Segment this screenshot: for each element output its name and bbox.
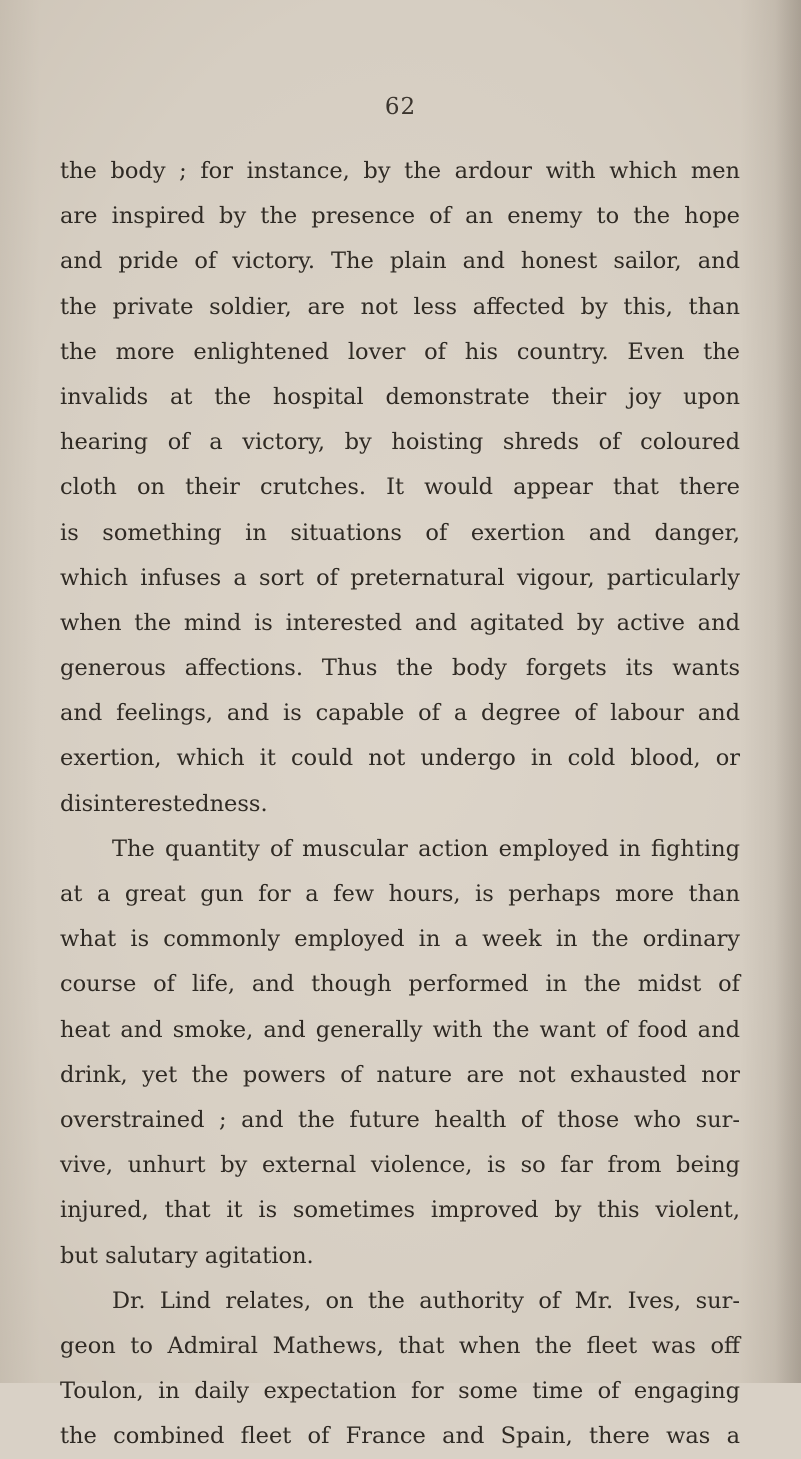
text-line: invalids at the hospital demonstrate their joy upon — [60, 383, 740, 410]
text-line: generous affections. Thus the body forgets its wants — [60, 655, 740, 682]
text-line: cloth on their crutches. It would appear that there — [60, 474, 740, 501]
text-line: but salutary agitation. — [60, 1242, 314, 1269]
text-line: and pride of victory. The plain and honest sailor, and — [60, 248, 740, 275]
text-line: vive, unhurt by external violence, is so far from being — [60, 1152, 740, 1179]
text-line: The quantity of muscular action employed in fighting — [112, 835, 740, 862]
text-line: disinterestedness. — [60, 790, 268, 817]
text-line: course of life, and though performed in the midst of — [60, 971, 740, 998]
text-line: which infuses a sort of preternatural vigour, particularly — [60, 564, 740, 591]
text-line: are inspired by the presence of an enemy to the hope — [60, 203, 740, 230]
text-line: at a great gun for a few hours, is perhaps more than — [60, 881, 740, 907]
text-line: is something in situations of exertion and danger, — [60, 519, 740, 546]
text-line: geon to Admiral Mathews, that when the fleet was off — [60, 1332, 740, 1359]
text-line: overstrained ; and the future health of those who sur- — [60, 1106, 740, 1133]
text-line: injured, that it is sometimes improved by this violent, — [60, 1197, 740, 1224]
text-line: the combined fleet of France and Spain, there was a — [60, 1423, 740, 1450]
text-line: the private soldier, are not less affected by this, than — [60, 293, 740, 320]
text-line: Toulon, in daily expectation for some time of engaging — [60, 1378, 740, 1405]
text-line: heat and smoke, and generally with the want of food and — [60, 1016, 740, 1043]
text-line: the more enlightened lover of his country. Even the — [60, 338, 740, 365]
text-line: Dr. Lind relates, on the authority of Mr. Ives, sur- — [112, 1287, 740, 1314]
page-number: 62 — [384, 94, 417, 120]
page-edge-shadow — [775, 0, 801, 1383]
text-line: exertion, which it could not undergo in cold blood, or — [60, 745, 740, 772]
text-line: the body ; for instance, by the ardour with which men — [60, 158, 740, 184]
body-text — [60, 149, 740, 1459]
text-line: hearing of a victory, by hoisting shreds of coloured — [60, 429, 740, 456]
text-line: and feelings, and is capable of a degree of labour and — [60, 700, 740, 727]
text-line: what is commonly employed in a week in the ordinary — [60, 926, 740, 953]
text-line: drink, yet the powers of nature are not exhausted nor — [60, 1061, 740, 1088]
text-line: when the mind is interested and agitated by active and — [60, 609, 740, 636]
